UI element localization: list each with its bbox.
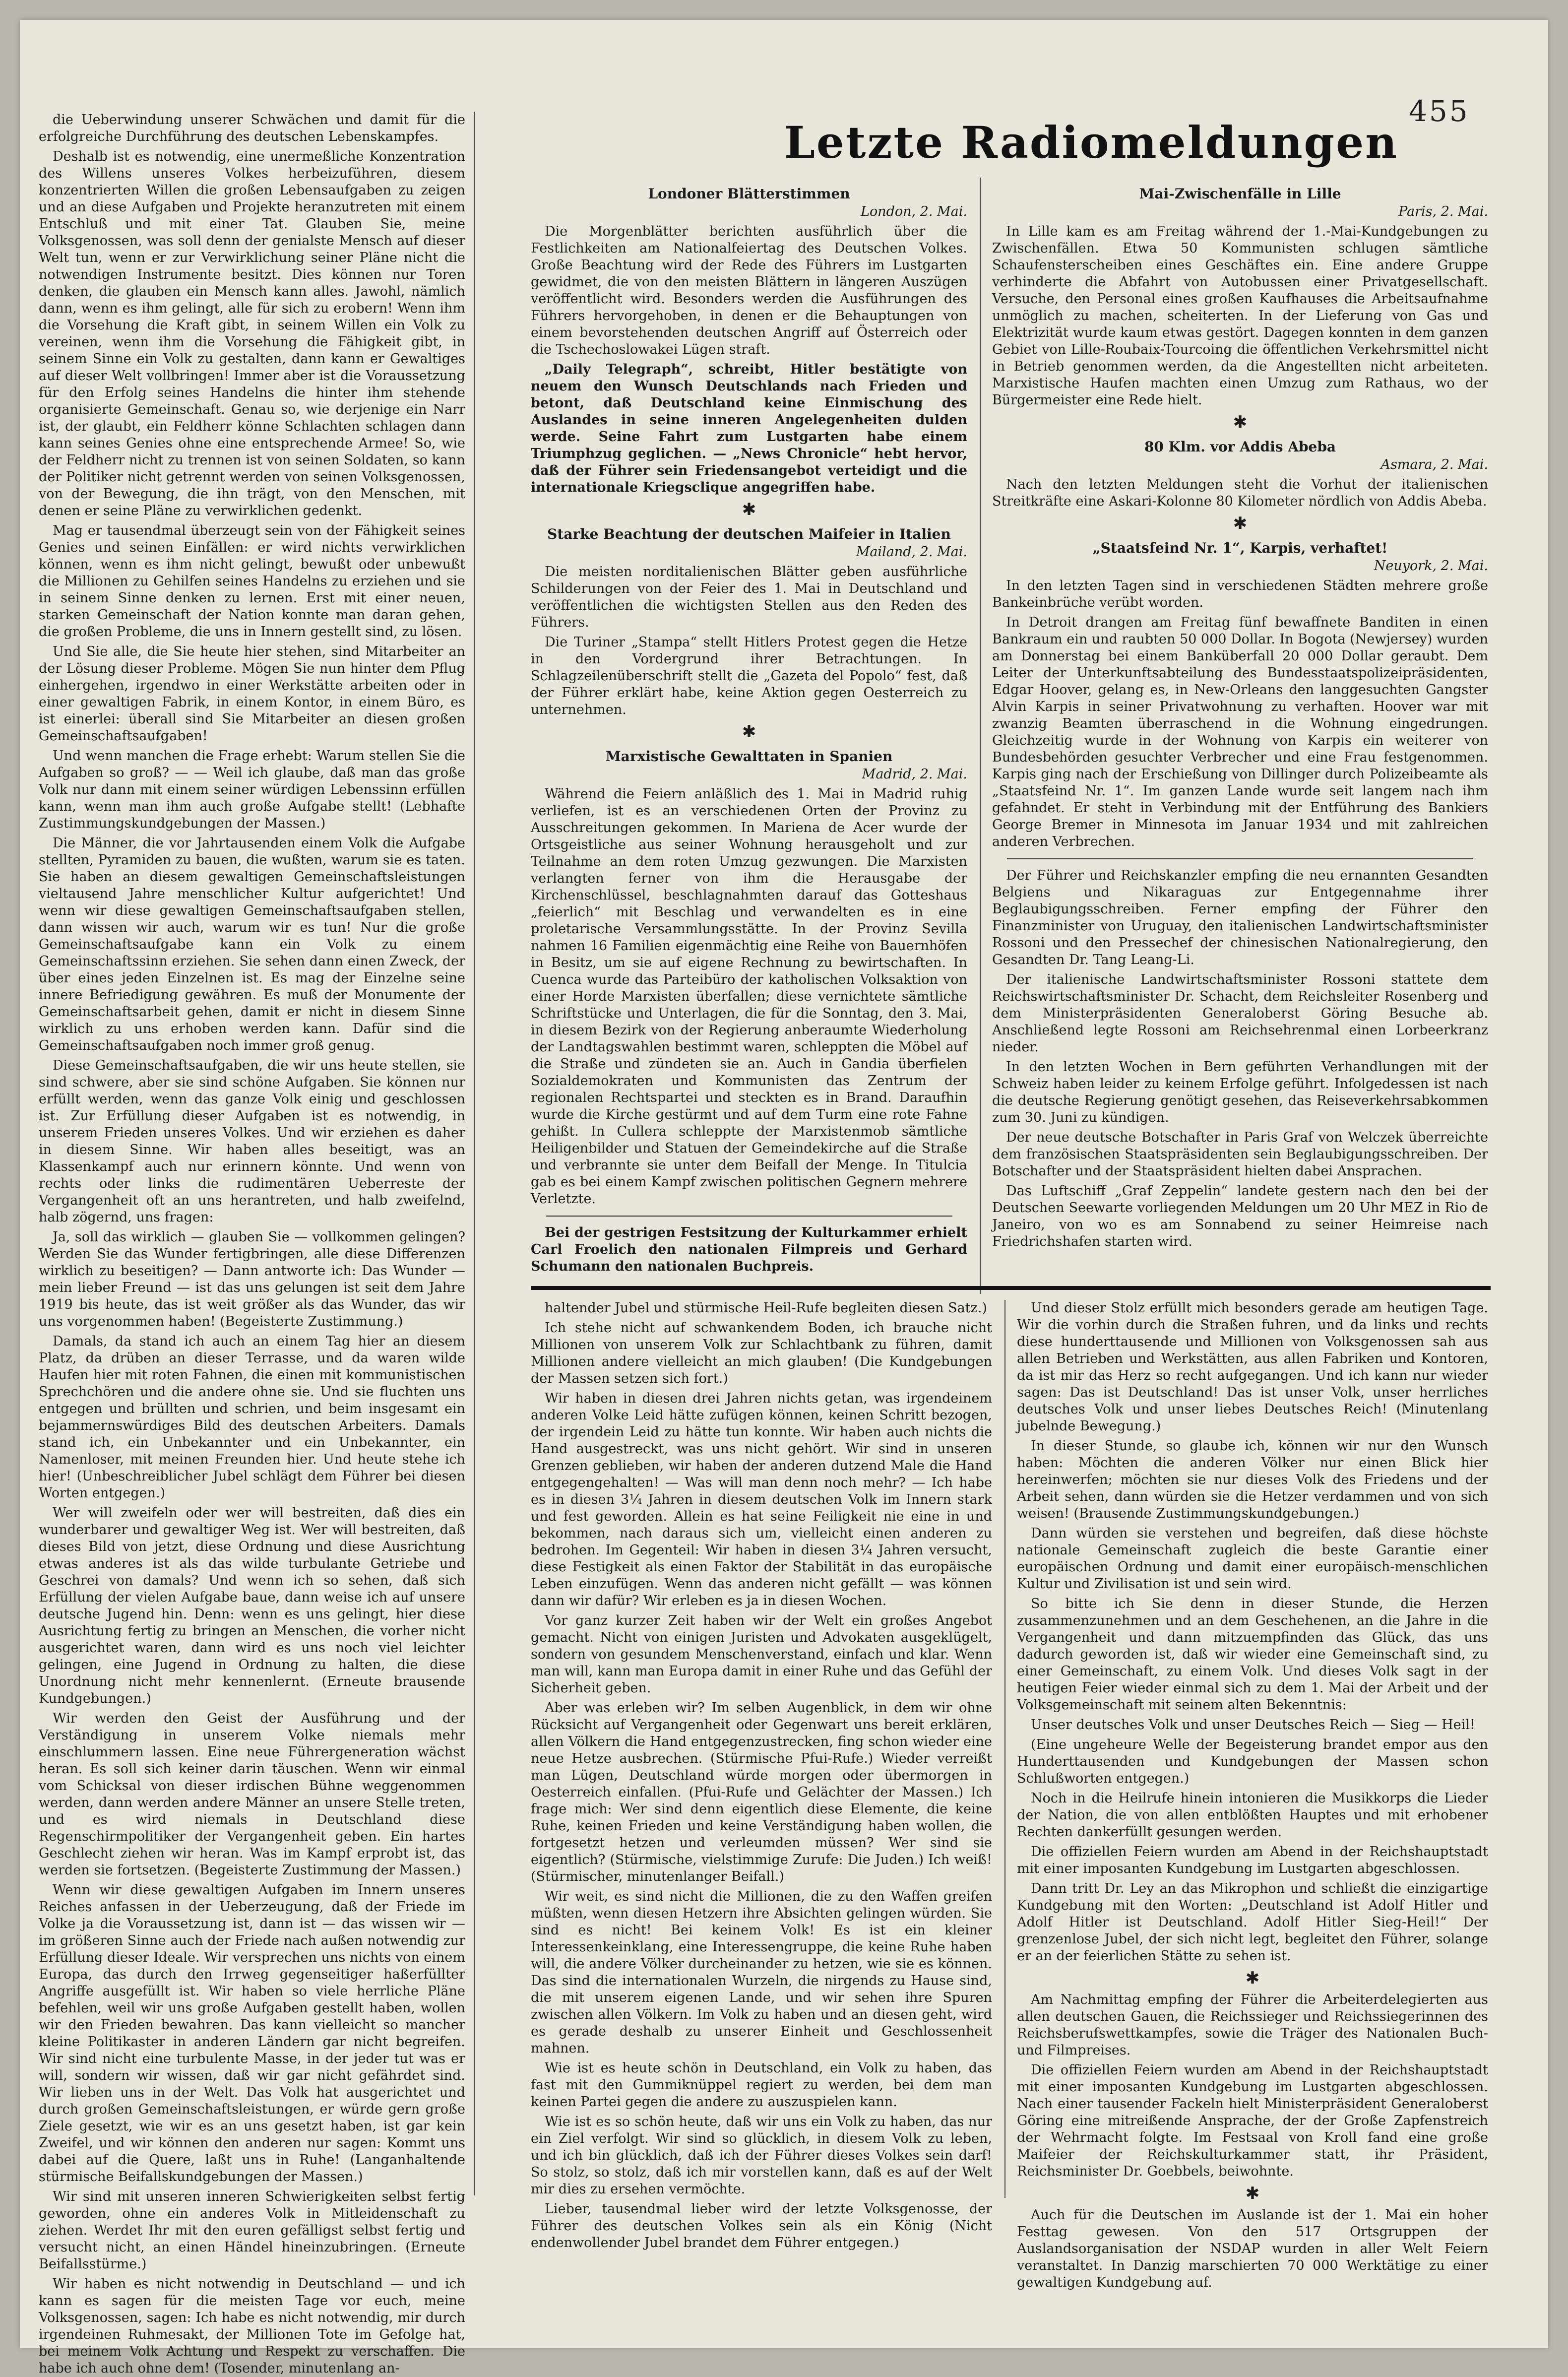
article-paragraph: Und Sie alle, die Sie heute hier stehen, sind Mitarbeiter an der Lösung dieser Probleme. Mögen Sie nun hinter dem Pflug einhergehen, irgendwo in einer Werkstätte arbeiten oder in einer gewaltigen Fabrik, in einem Kontor, in einem Büro, es ist einerlei: überall sind Sie Mitarbeiter an diesen großen Gemeinschaftsaufgaben! [39, 644, 465, 744]
article-paragraph: Dann würden sie verstehen und begreifen, daß diese höchste nationale Gemeinschaft zugleich die beste Garantie einer europäischen Ordnung und damit einer europäisch-menschlichen Kultur und Zivilisation ist und sein wird. [1017, 1526, 1488, 1592]
article-paragraph: Wir werden den Geist der Ausführung und der Verständigung in unserem Volke niemals mehr einschlummern lassen. Eine neue Führergeneration wächst heran. Es soll sich keiner darin täuschen. Wenn wir einmal vom Schicksal von dieser irdischen Bühne weggenommen werden, dann werden andere Männer an unsere Stelle treten, und es wird niemals in Deutschland diese Regenschirmpolitiker der Vergangenheit geben. Ein hartes Geschlecht ziehen wir heran. Was im Kampf erprobt ist, das werden sie fortsetzen. (Begeisterte Zustimmung der Massen.) [39, 1711, 465, 1878]
separator-star: ✱ [1233, 412, 1248, 432]
article-paragraph: Wie ist es heute schön in Deutschland, ein Volk zu haben, das fast mit den Gummiknüppel regiert zu werden, bei dem man keinen Partei gegen die andere zu auszuspielen kann. [531, 2060, 992, 2110]
dateline: Paris, 2. Mai. [1398, 204, 1488, 219]
article-paragraph: Die meisten norditalienischen Blätter geben ausführliche Schilderungen von der Feier des 1. Mai in Deutschland und veröffentlichen die wichtigsten Stellen aus den Reden des Führers. [531, 564, 967, 630]
article-paragraph: „Daily Telegraph“, schreibt, Hitler bestätigte von neuem den Wunsch Deutschlands nach Frieden und betont, daß Deutschland keine Einmischung des Auslandes in seine inneren Angelegenheiten dulden werde. Seine Fahrt zum Lustgarten habe einem Triumphzug geglichen. — „News Chronicle“ hebt hervor, daß der Führer sein Friedensangebot verteidigt und die internationale Kriegsclique angegriffen habe. [531, 362, 967, 495]
dateline: London, 2. Mai. [861, 204, 967, 219]
article-paragraph: In den letzten Tagen sind in verschiedenen Städten mehrere große Bankeinbrüche verübt worden. [992, 578, 1488, 610]
article-paragraph: Wir haben es nicht notwendig in Deutschland — und ich kann es sagen für die meisten Tage vor euch, meine Volksgenossen, sagen: Ich habe es nicht notwendig, mir durch irgendeinen Ruhmesakt, der Millionen Tote im Gefolge hat, bei meinem Volk Achtung und Respekt zu verschaffen. Die habe ich auch ohne dem! (Tosender, minutenlang an- [39, 2276, 465, 2376]
article-paragraph: Und wenn manchen die Frage erhebt: Warum stellen Sie die Aufgaben so groß? — — Weil ich glaube, daß man das große Volk nur dann mit einem seiner würdigen Lebenssinn erfüllen kann, wenn man ihm auch große Aufgabe stellt! (Lebhafte Zustimmungskundgebungen der Massen.) [39, 748, 465, 831]
page-number: 455 [1409, 94, 1470, 128]
article-paragraph: Die offiziellen Feiern wurden am Abend in der Reichshauptstadt mit einer imposanten Kundgebung im Lustgarten abgeschlossen. Nach einer tausender Fackeln hielt Ministerpräsident Generaloberst Göring eine mitreißende Ansprache, der der Große Zapfenstreich der Wehrmacht folgte. Im Festsaal von Kroll fand eine große Maifeier der Reichskulturkammer statt, ihr Präsident, Reichsminister Dr. Goebbels, beiwohnte. [1017, 2062, 1488, 2179]
column-5-speech-text [1017, 1300, 1488, 2290]
article-paragraph: Wir haben in diesen drei Jahren nichts getan, was irgendeinem anderen Volke Leid hätte zufügen können, keinen Schritt bezogen, der irgendein Leid zu hätte tun konnte. Wir haben auch nichts die Hand ausgestreckt, was uns nicht gehört. Wir sind in unseren Grenzen geblieben, wir haben der anderen dutzend Male die Hand entgegengehalten! — Was will man denn noch mehr? — Ich habe es in diesen 3¼ Jahren in diesem deutschen Volk im Innern stark und fest geworden. Allein es hat seine Feiligkeit nie eine in und bekommen, nach daraus sich um, vielleicht einen anderen zu bedrohen. Im Gegenteil: Wir haben in diesen 3¼ Jahren versucht, diese Festigkeit als einen Faktor der Stabilität in das europäische Leben einzufügen. Wenn das anderen nicht gefällt — was können dann wir dafür? Wir erleben es ja in diesen Wochen. [531, 1391, 992, 1608]
article-headline: Mai-Zwischenfälle in Lille [1139, 186, 1341, 202]
separator-star: ✱ [1245, 1968, 1260, 1988]
article-paragraph: Die Turiner „Stampa“ stellt Hitlers Protest gegen die Hetze in den Vordergrund ihrer Betrachtungen. In Schlagzeilenüberschrift stellt die „Gazeta del Popolo“ fest, daß der Führer erklärt habe, keine Aktion gegen Oesterreich zu unternehmen. [531, 635, 967, 717]
article-paragraph: Wenn wir diese gewaltigen Aufgaben im Innern unseres Reiches anfassen in der Ueberzeugung, daß der Friede im Volke ja die Voraussetzung ist, dann ist — das wissen wir — im größeren Sinne auch der Friede nach außen notwendig zur Erfüllung dieser Ideale. Wir versprechen uns nichts von einem Europa, das durch den Irrweg gegenseitiger haßerfüllter Angriffe ausgefüllt ist. Wir haben so viele herrliche Pläne befehlen, weil wir uns große Aufgaben gestellt haben, wollen wir den Frieden bewahren. Das kann vielleicht so mancher kleine Politikaster in anderen Ländern gar nicht begreifen. Wir sind nicht eine turbulente Masse, in der jeder tut was er will, sondern wir wissen, daß wir gar nicht gefährdet sind. Wir lieben uns in der Welt. Das Volk hat ausgerichtet und durch großen Gemeinschaftsleistungen, er würde gern große Ziele gesetzt, wie wir es an uns gesetzt haben, ist gar kein Zweifel, und wir können den anderen nur sagen: Kommt uns dabei auf die Quere, laßt uns in Ruhe! (Langanhaltende stürmische Beifallskundgebungen der Massen.) [39, 1882, 465, 2184]
dateline: Asmara, 2. Mai. [1380, 457, 1488, 472]
article-paragraph: Während die Feiern anläßlich des 1. Mai in Madrid ruhig verliefen, ist es an verschiedenen Orten der Provinz zu Ausschreitungen gekommen. In Mariena de Acer wurde der Ortsgeistliche aus seiner Wohnung herausgeholt und zur Teilnahme an dem roten Umzug gezwungen. Die Marxisten verlangten ferner von ihm die Herausgabe der Kirchenschlüssel, beschlagnahmten darauf das Gotteshaus „feierlich“ mit Beschlag und verwandelten es in eine proletarische Versammlungsstätte. In der Provinz Sevilla nahmen 16 Familien eigenmächtig eine Reihe von Bauernhöfen in Besitz, um sie auf eigene Rechnung zu bewirtschaften. In Cuenca wurde das Parteibüro der katholischen Volksaktion von einer Horde Marxisten überfallen; diese vernichtete sämtliche Schriftstücke und Unterlagen, die für die Sonntag, den 3. Mai, in diesem Bezirk von der Regierung anberaumte Wiederholung der Landtagswahlen bestimmt waren, schleppten die Möbel auf die Straße und zündeten sie an. Auch in Gandia überfielen Sozialdemokraten und Kommunisten das Zentrum der regionalen Rechtspartei und steckten es in Brand. Daraufhin wurde die Kirche gestürmt und auf dem Turm eine rote Fahne gehißt. In Cullera schleppte der Marxistenmob sämtliche Heiligenbilder und Statuen der Gemeindekirche auf die Straße und verbrannte sie unter dem Beifall der Menge. In Titulcia gab es bei einem Kampf zwischen politischen Gegnern mehrere Verletzte. [531, 786, 967, 1207]
article-headline: „Staatsfeind Nr. 1“, Karpis, verhaftet! [1092, 540, 1388, 556]
separator-star: ✱ [1245, 2184, 1260, 2203]
article-paragraph: Die Männer, die vor Jahrtausenden einem Volk die Aufgabe stellten, Pyramiden zu bauen, die wußten, warum sie es taten. Sie haben an diesem gewaltigen Gemeinschaftsleistungen vieltausend Jahre menschlicher Kultur aufgerichtet! Und wenn wir diese gewaltigen Gemeinschaftsaufgaben stellen, dann wissen wir auch, warum wir es tun! Nur die große Gemeinschaftsaufgabe kann ein Volk zu einem Gemeinschaftssinn erziehen. Sie sehen dann einen Zweck, der über eines jeden Einzelnen ist. Es mag der Einzelne seine innere Befriedigung gewähren. Es muß der Monumente der Gemeinschaftsarbeit gehen, damit er nicht in diesem Sinne wirklich zu uns erhoben werden kann. Dafür sind die Gemeinschaftsaufgaben noch immer groß genug. [39, 835, 465, 1053]
article-paragraph: Die offiziellen Feiern wurden am Abend in der Reichshauptstadt mit einer imposanten Kundgebung im Lustgarten abgeschlossen. [1017, 1844, 1488, 1876]
article-paragraph: Nach den letzten Meldungen steht die Vorhut der italienischen Streitkräfte eine Askari-Kolonne 80 Kilometer nördlich von Addis Abeba. [992, 477, 1488, 509]
article-paragraph: Vor ganz kurzer Zeit haben wir der Welt ein großes Angebot gemacht. Nicht von einigen Juristen und Advokaten ausgeklügelt, sondern von gesundem Menschenverstand, einfach und klar. Wenn man will, kann man Europa damit in einer Ruhe und das Gefühl der Sicherheit geben. [531, 1613, 992, 1696]
article-paragraph: In dieser Stunde, so glaube ich, können wir nur den Wunsch haben: Möchten die anderen Völker nur einen Blick hier hereinwerfen; möchten sie nur dieses Volk des Friedens und der Arbeit sehen, dann würden sie die Hetzer verdammen und von sich weisen! (Brausende Zustimmungskundgebungen.) [1017, 1438, 1488, 1521]
article-paragraph: die Ueberwindung unserer Schwächen und damit für die erfolgreiche Durchführung des deutschen Lebenskampfes. [39, 112, 465, 144]
article-paragraph: Ja, soll das wirklich — glauben Sie — vollkommen gelingen? Werden Sie das Wunder fertigbringen, alle diese Differenzen wirklich zu beseitigen? — Dann antworte ich: Das Wunder — mein lieber Freund — ist das uns gelungen ist seit dem Jahre 1919 bis heute, das ist weit größer als das Wunder, das wir uns vorgenommen haben! (Begeisterte Zustimmung.) [39, 1229, 465, 1329]
article-paragraph: haltender Jubel und stürmische Heil-Rufe begleiten diesen Satz.) [545, 1300, 987, 1316]
article-paragraph: Dann tritt Dr. Ley an das Mikrophon und schließt die einzigartige Kundgebung mit den Worten: „Deutschland ist Adolf Hitler und Adolf Hitler ist Deutschland. Adolf Hitler Sieg-Heil!“ Der grenzenlose Jubel, der sich nicht legt, begleitet den Führer, solange er an der feierlichen Stätte zu sehen ist. [1017, 1881, 1488, 1964]
article-paragraph: Bei der gestrigen Festsitzung der Kulturkammer erhielt Carl Froelich den nationalen Filmpreis und Gerhard Schumann den nationalen Buchpreis. [531, 1225, 967, 1274]
article-paragraph: Auch für die Deutschen im Auslande ist der 1. Mai ein hoher Festtag gewesen. Von den 517 Ortsgruppen der Auslandsorganisation der NSDAP wurden in aller Welt Feiern veranstaltet. In Danzig marschierten 70 000 Werktätige zu einer gewaltigen Kundgebung auf. [1017, 2207, 1488, 2290]
article-paragraph: Der italienische Landwirtschaftsminister Rossoni stattete dem Reichswirtschaftsminister Dr. Schacht, dem Reichsleiter Rosenberg und dem Ministerpräsidenten Generaloberst Göring Besuche ab. Anschließend legte Rossoni am Reichsehrenmal einen Lorbeerkranz nieder. [992, 972, 1488, 1055]
article-paragraph: Der Führer und Reichskanzler empfing die neu ernannten Gesandten Belgiens und Nikaraguas zur Entgegennahme ihrer Beglaubigungsschreiben. Ferner empfing der Führer den Finanzminister von Uruguay, den italienischen Landwirtschaftsminister Rossoni und den Pressechef der chinesischen Nationalregierung, den Gesandten Dr. Tang Leang-Li. [992, 868, 1488, 967]
article-paragraph: Die Morgenblätter berichten ausführlich über die Festlichkeiten am Nationalfeiertag des Deutschen Volkes. Große Beachtung wird der Rede des Führers im Lustgarten gewidmet, die von den meisten Blättern in längeren Auszügen veröffentlicht wird. Besonders werden die Ausführungen des Führers hervorgehoben, in denen er die Behauptungen von einem bevorstehenden deutschen Angriff auf Österreich oder die Tschechoslowakei Lügen straft. [531, 224, 967, 357]
column-2-radio-news [531, 178, 967, 1294]
separator-star: ✱ [1233, 514, 1248, 533]
article-paragraph: Aber was erleben wir? Im selben Augenblick, in dem wir ohne Rücksicht auf Vergangenheit oder Gegenwart uns bereit erklären, allen Völkern die Hand entgegenzustrecken, fing schon wieder eine neue Hetze ausbrechen. (Stürmische Pfui-Rufe.) Wieder verreißt man Lügen, Deutschland würde morgen oder übermorgen in Oesterreich einfallen. (Pfui-Rufe und Gelächter der Massen.) Ich frage mich: Wer sind denn eigentlich diese Elemente, die keine Ruhe, keinen Frieden und keine Verständigung haben wollen, die fortgesetzt hetzen und verleumden müssen? Wer sind sie eigentlich? (Stürmische, vielstimmige Zurufe: Die Juden.) Ich weiß! (Stürmischer, minutenlanger Beifall.) [531, 1700, 992, 1884]
article-paragraph: Diese Gemeinschaftsaufgaben, die wir uns heute stellen, sie sind schwere, aber sie sind schöne Aufgaben. Sie können nur erfüllt werden, wenn das ganze Volk einig und geschlossen ist. Zur Erfüllung dieser Aufgaben ist es notwendig, in unserem Frieden unseres Volkes. Und wir erziehen es daher in diesem Sinne. Wir haben alles beseitigt, was an Klassenkampf auch nur erinnern könnte. Und wenn von rechts oder links die rudimentären Ueberreste der Vergangenheit oft an uns herantreten, und halb zweifelnd, halb zögernd, uns fragen: [39, 1058, 465, 1225]
masthead: Letzte Radiomeldungen [784, 117, 1399, 168]
article-headline: Londoner Blätterstimmen [648, 186, 850, 202]
article-paragraph: Lieber, tausendmal lieber wird der letzte Volksgenosse, der Führer des deutschen Volkes sein als ein König (Nicht endenwollender Jubel brandet dem Führer entgegen.) [531, 2201, 992, 2250]
column-divider [1004, 1300, 1005, 2198]
article-paragraph: Wie ist es so schön heute, daß wir uns ein Volk zu haben, das nur ein Ziel verfolgt. Wir sind so glücklich, in diesem Volk zu leben, und ich bin glücklich, daß ich der Führer dieses Volkes sein darf! So stolz, so stolz, daß ich mir vorstellen kann, daß es auf der Welt mir dies zu ersehen vermöchte. [531, 2114, 992, 2197]
separator-rule [546, 1216, 952, 1217]
article-paragraph: So bitte ich Sie denn in dieser Stunde, die Herzen zusammenzunehmen und an dem Geschehenen, an die Jahre in die Vergangenheit und dann mitzuempfinden das Glück, das uns dadurch geworden ist, daß wir wieder eine Gemeinschaft sind, zu einer Gemeinschaft, zu einem Volk. Und dieses Volk sagt in der heutigen Feier wieder einmal sich zu dem 1. Mai der Arbeit und der Volksgemeinschaft mit seinem alten Bekenntnis: [1017, 1596, 1488, 1713]
separator-star: ✱ [742, 722, 756, 742]
separator-star: ✱ [742, 500, 756, 519]
article-paragraph: Am Nachmittag empfing der Führer die Arbeiterdelegierten aus allen deutschen Gauen, die Reichssieger und Reichssiegerinnen des Reichsberufswettkampfes, sowie die Träger des Nationalen Buch- und Filmpreises. [1017, 1992, 1488, 2058]
article-paragraph: In Detroit drangen am Freitag fünf bewaffnete Banditen in einen Bankraum ein und raubten 50 000 Dollar. In Bogota (Newjersey) wurden am Donnerstag bei einem Banküberfall 20 000 Dollar geraubt. Dem Leiter der Unterkunftsabteilung des Bundesstaatspolizeipräsidenten, Edgar Hoover, gelang es, in New-Orleans den langgesuchten Gangster Alvin Karpis in seiner Privatwohnung zu verhaften. Hoover war mit zwanzig Beamten überraschend in die Wohnung eingedrungen. Gleichzeitig wurde in der Wohnung von Karpis ein weiterer von Bundesbehörden gesuchter Verbrecher und eine Frau festgenommen. Karpis ging nach der Erschießung von Dillinger durch Polizeibeamte als „Staatsfeind Nr. 1“. Im ganzen Lande wurde seit langem nach ihm gefahndet. Er steht in Verbindung mit der Entführung des Bankiers George Bremer in Minnesota im Januar 1934 und mit zahlreichen anderen Verbrechen. [992, 615, 1488, 849]
article-headline: 80 Klm. vor Addis Abeba [1144, 439, 1336, 455]
article-paragraph: Mag er tausendmal überzeugt sein von der Fähigkeit seines Genies und seinen Einfällen: er wird nichts verwirklichen können, wenn es ihm nicht gelingt, bewußt oder unbewußt die Millionen zu Gehilfen seines Handelns zu erziehen und sie in seinem Sinne denken zu lernen. Erst mit einer neuen, starken Gemeinschaft der Nation konnte man daran gehen, die großen Probleme, die uns in Innern gestellt sind, zu lösen. [39, 523, 465, 640]
article-paragraph: Noch in die Heilrufe hinein intonieren die Musikkorps die Lieder der Nation, die von allen entblößten Hauptes und mit erhobener Rechten dankerfüllt gesungen werden. [1017, 1791, 1488, 1840]
article-paragraph: Unser deutsches Volk und unser Deutsches Reich — Sieg — Heil! [1031, 1717, 1475, 1733]
article-paragraph: Wir sind mit unseren inneren Schwierigkeiten selbst fertig geworden, ohne ein anderes Volk in Mitleidenschaft zu ziehen. Werdet Ihr mit den euren gefälligst selbst fertig und versucht nicht, an einen Händel hineinzubringen. (Erneute Beifallsstürme.) [39, 2189, 465, 2272]
dateline: Madrid, 2. Mai. [862, 767, 967, 782]
column-4-speech-text [531, 1300, 992, 2250]
article-headline: Marxistische Gewalttaten in Spanien [605, 748, 893, 765]
article-paragraph: Und dieser Stolz erfüllt mich besonders gerade am heutigen Tage. Wir die vorhin durch die Straßen fuhren, und da links und rechts diese hunderttausende und Millionen von Volksgenossen sah aus allen Betrieben und Werkstätten, aus allen Fabriken und Kontoren, da ist mir das Herz so recht aufgegangen. Und ich kann nur wieder sagen: Das ist Deutschland! Das ist unser Volk, unser herrliches deutsches Volk und unser liebes Deutsches Reich! (Minutenlang jubelnde Bewegung.) [1017, 1300, 1488, 1434]
column-1-speech-text [39, 112, 465, 2376]
article-paragraph: Deshalb ist es notwendig, eine unermeßliche Konzentration des Willens unseres Volkes herbeizuführen, diesem konzentrierten Willen die großen Lebensaufgaben zu zeigen und an diese Aufgaben und Projekte heranzutreten mit einem Entschluß und mit einer Tat. Glauben Sie, meine Volksgenossen, was soll denn der genialste Mensch auf dieser Welt tun, wenn er zur Verwirklichung seiner Pläne nicht die notwendigen Instrumente besitzt. Dies können nur Toren denken, die glauben ein Mensch kann alles. Jawohl, nämlich dann, wenn es ihm gelingt, alle für sich zu erobern! Wenn ihm die Vorsehung die Kraft gibt, in seinem Willen ein Volk zu vereinen, wenn ihm die Vorsehung die Fähigkeit gibt, in seinem Sinne ein Volk zu gestalten, dann kann er Gewaltiges auf dieser Welt vollbringen! Immer aber ist die Voraussetzung für den Erfolg seines Handelns die hinter ihm stehende organisierte Gemeinschaft. Genau so, wie derjenige ein Narr ist, der glaubt, ein Feldherr könne Schlachten schlagen dann kann seines Genies ohne eine entsprechende Armee! So, wie der Feldherr nicht zu trennen ist von seinen Soldaten, so kann der Politiker nicht getrennt werden von seinen Volksgenossen, von der Bewegung, die ihn trägt, von den Menschen, mit denen er seine Pläne zu verwirklichen gedenkt. [39, 149, 465, 518]
column-divider [474, 112, 475, 2195]
article-headline: Starke Beachtung der deutschen Maifeier in Italien [547, 526, 951, 542]
dateline: Mailand, 2. Mai. [856, 544, 967, 560]
article-paragraph: Wer will zweifeln oder wer will bestreiten, daß dies ein wunderbarer und gewaltiger Weg ist. Wer will bestreiten, daß dieses Bild von jetzt, diese Ordnung und diese Ausrichtung etwas anderes ist als das wilde turbulante Getriebe und Geschrei von damals? Und wenn ich so sehen, daß sich Erfüllung der vielen Aufgabe baue, dann weise ich auf unsere deutsche Jugend hin. Denn: wenn es uns gelingt, hier diese Ausrichtung fertig zu bringen an Menschen, die vorher nicht ausgerichtet waren, dann wird es uns noch viel leichter gelingen, eine Jugend in Ordnung zu halten, die diese Unordnung nicht mehr kennenlernt. (Erneute brausende Kundgebungen.) [39, 1505, 465, 1706]
article-paragraph: Ich stehe nicht auf schwankendem Boden, ich brauche nicht Millionen von unserem Volk zur Schlachtbank zu führen, damit Millionen andere vielleicht an mich glauben! (Die Kundgebungen der Massen setzen sich fort.) [531, 1320, 992, 1386]
article-paragraph: Damals, da stand ich auch an einem Tag hier an diesem Platz, da drüben an dieser Terrasse, und da waren wilde Haufen hier mit roten Fahnen, die einen mit kommunistischen Sprechchören und die andere ohne sie. Und sie fluchten uns entgegen und brüllten und schrien, und beim insgesamt ein bejammernswürdiges Bild des deutschen Arbeiters. Damals stand ich, ein Unbekannter und ein Unbekannter, ein Namenloser, mit meinen Freunden hier. Und heute stehe ich hier! (Unbeschreiblicher Jubel schlägt dem Führer bei diesen Worten entgegen.) [39, 1334, 465, 1501]
dateline: Neuyork, 2. Mai. [1374, 558, 1488, 574]
article-paragraph: Das Luftschiff „Graf Zeppelin“ landete gestern nach den bei der Deutschen Seewarte vorliegenden Meldungen um 20 Uhr MEZ in Rio de Janeiro, von wo es am Sonnabend zu seiner Heimreise nach Friedrichshafen starten wird. [992, 1183, 1488, 1249]
article-paragraph: Wir weit, es sind nicht die Millionen, die zu den Waffen greifen müßten, wenn diesen Hetzern ihre Absichten gelingen würden. Sie sind es nicht! Bei keinem Volk! Es ist ein kleiner Interessenkeinklang, eine Interessengruppe, die keine Ruhe haben will, die andere Völker durcheinander zu hetzen, wie sie es können. Das sind die internationalen Wurzeln, die nirgends zu Hause sind, die mit unserem eigenen Lande, und wir sehen ihre Spuren zwischen allen Völkern. Im Volk zu haben und an diesen geht, wird es gerade deshalb zu unserer Einheit und Geschlossenheit mahnen. [531, 1889, 992, 2056]
article-paragraph: Der neue deutsche Botschafter in Paris Graf von Welczek überreichte dem französischen Staatspräsidenten sein Beglaubigungsschreiben. Der Botschafter und der Staatspräsident hielten dabei Ansprachen. [992, 1130, 1488, 1179]
newspaper-page [20, 20, 1548, 2376]
separator-rule [1007, 858, 1473, 859]
column-3-radio-news [992, 178, 1488, 1294]
article-paragraph: In den letzten Wochen in Bern geführten Verhandlungen mit der Schweiz haben leider zu keinem Erfolge geführt. Infolgedessen ist nach die deutsche Regierung genötigt gesehen, das Reiseverkehrsabkommen zum 30. Juni zu kündigen. [992, 1059, 1488, 1125]
column-divider [980, 178, 981, 1294]
article-paragraph: (Eine ungeheure Welle der Begeisterung brandet empor aus den Hunderttausenden und Kundgebungen der Massen schon Schlußworten entgegen.) [1017, 1737, 1488, 1786]
section-rule [531, 1286, 1491, 1290]
article-paragraph: In Lille kam es am Freitag während der 1.-Mai-Kundgebungen zu Zwischenfällen. Etwa 50 Kommunisten schlugen sämtliche Schaufensterscheiben eines Geschäftes ein. Eine andere Gruppe verhinderte die Abfahrt von Autobussen einer Privatgesellschaft. Versuche, den Personal eines großen Kaufhauses die Arbeitsaufnahme unmöglich zu machen, scheiterten. In der Lieferung von Gas und Elektrizität wurde kaum etwas gestört. Dagegen konnten in dem ganzen Gebiet von Lille-Roubaix-Tourcoing die öffentlichen Verkehrsmittel nicht in Betrieb genommen werden, da die Angestellten nicht arbeiteten. Marxistische Haufen machten einen Umzug zum Rathaus, wo der Bürgermeister eine Rede hielt. [992, 224, 1488, 408]
